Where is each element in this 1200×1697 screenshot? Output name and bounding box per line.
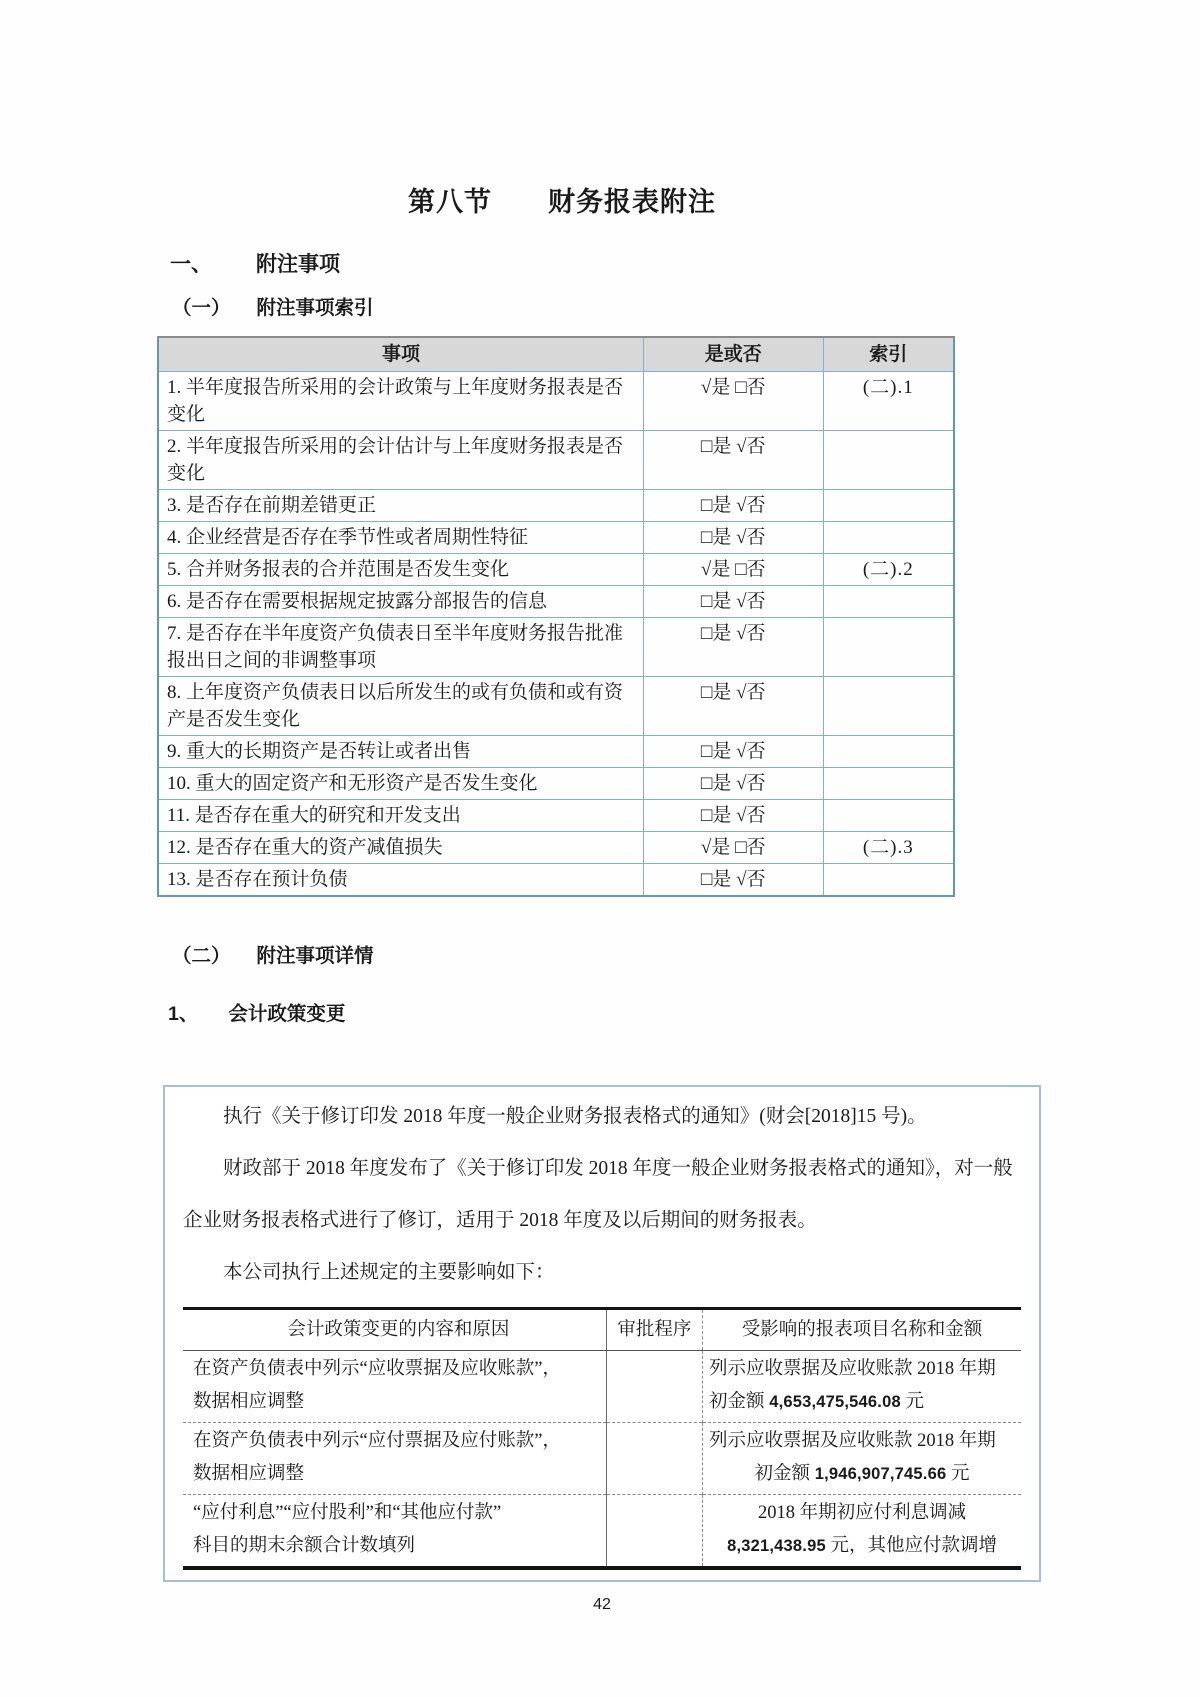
subsection-number: （一） — [172, 297, 231, 319]
policy-table-row — [183, 1351, 1021, 1423]
content-line: 科目的期末余额合计数填列 — [193, 1536, 416, 1556]
item-cell: 8. 上年度资产负债表日以后所发生的或有负债和或有资产是否发生变化 — [158, 677, 643, 736]
table-row — [158, 800, 954, 832]
subsection-title: 附注事项详情 — [256, 945, 374, 967]
header-index: 索引 — [823, 337, 954, 372]
policy-table-row — [183, 1495, 1021, 1569]
item-cell: 11. 是否存在重大的研究和开发支出 — [158, 800, 643, 832]
item-cell: 5. 合并财务报表的合并范围是否发生变化 — [158, 554, 643, 586]
yes-no-cell: √是 □否 — [643, 372, 823, 431]
index-cell — [823, 800, 954, 832]
change-content-cell — [183, 1423, 606, 1495]
approval-cell — [606, 1423, 702, 1495]
impact-line: 2018 年期初应付利息调减 — [757, 1503, 967, 1523]
impact-line: 8,321,438.95 元，其他应付款调增 — [727, 1536, 997, 1556]
index-cell — [823, 618, 954, 677]
yes-no-cell: □是 √否 — [643, 736, 823, 768]
change-content-cell — [183, 1351, 606, 1423]
index-cell: (二).2 — [823, 554, 954, 586]
policy-change-table — [183, 1307, 1021, 1570]
impact-line: 列示应收票据及应收账款 2018 年期 — [709, 1431, 996, 1451]
index-cell — [823, 864, 954, 897]
page-number: 42 — [593, 1596, 611, 1613]
index-cell — [823, 522, 954, 554]
table-row — [158, 768, 954, 800]
item-title: 会计政策变更 — [228, 1003, 346, 1025]
item-cell: 6. 是否存在需要根据规定披露分部报告的信息 — [158, 586, 643, 618]
table-row — [158, 586, 954, 618]
index-cell: (二).3 — [823, 832, 954, 864]
table-row — [158, 736, 954, 768]
item-cell: 13. 是否存在预计负债 — [158, 864, 643, 897]
yes-no-cell: □是 √否 — [643, 800, 823, 832]
index-cell — [823, 677, 954, 736]
index-cell — [823, 736, 954, 768]
header-yes-no: 是或否 — [643, 337, 823, 372]
table-row — [158, 618, 954, 677]
subsection-heading-notes-detail — [172, 945, 1047, 967]
table-row — [158, 677, 954, 736]
approval-cell — [606, 1495, 702, 1569]
item-cell: 7. 是否存在半年度资产负债表日至半年度财务报告批准报出日之间的非调整事项 — [158, 618, 643, 677]
yes-no-cell: □是 √否 — [643, 768, 823, 800]
item-cell: 1. 半年度报告所采用的会计政策与上年度财务报表是否变化 — [158, 372, 643, 431]
policy-table-header-row — [183, 1309, 1021, 1351]
impact-line: 列示应收票据及应收账款 2018 年期 — [709, 1359, 996, 1379]
item-cell: 10. 重大的固定资产和无形资产是否发生变化 — [158, 768, 643, 800]
yes-no-cell: □是 √否 — [643, 677, 823, 736]
policy-table-row — [183, 1423, 1021, 1495]
section-title: 附注事项 — [256, 253, 340, 276]
notes-index-table — [157, 336, 955, 897]
yes-no-cell: □是 √否 — [643, 522, 823, 554]
item-cell: 2. 半年度报告所采用的会计估计与上年度财务报表是否变化 — [158, 431, 643, 490]
table-row — [158, 490, 954, 522]
header-approval: 审批程序 — [606, 1309, 702, 1351]
yes-no-cell: □是 √否 — [643, 618, 823, 677]
impact-cell — [703, 1495, 1021, 1569]
paragraph: 财政部于 2018 年度发布了《关于修订印发 2018 年度一般企业财务报表格式的通知》，对一般企业财务报表格式进行了修订，适用于 2018 年度及以后期间的财务报表。 — [183, 1158, 1013, 1231]
amount-value: 4,653,475,546.08 — [769, 1393, 901, 1411]
content-line: 在资产负债表中列示“应付票据及应付账款”， — [193, 1431, 561, 1451]
item-cell: 12. 是否存在重大的资产减值损失 — [158, 832, 643, 864]
page-title: 第八节 财务报表附注 — [408, 187, 716, 217]
item-number: 1、 — [168, 1003, 199, 1025]
yes-no-cell: □是 √否 — [643, 431, 823, 490]
index-cell: (二).1 — [823, 372, 954, 431]
yes-no-cell: □是 √否 — [643, 586, 823, 618]
impact-cell — [703, 1351, 1021, 1423]
table-row — [158, 554, 954, 586]
yes-no-cell: □是 √否 — [643, 490, 823, 522]
content-line: 在资产负债表中列示“应收票据及应收账款”， — [193, 1359, 561, 1379]
item-heading-policy-change — [168, 1003, 1047, 1025]
table-row — [158, 431, 954, 490]
section-number: 一、 — [170, 253, 212, 276]
yes-no-cell: □是 √否 — [643, 864, 823, 897]
index-cell — [823, 431, 954, 490]
content-line: 数据相应调整 — [193, 1392, 305, 1412]
content-line: 数据相应调整 — [193, 1464, 305, 1484]
table-row — [158, 372, 954, 431]
impact-cell — [703, 1423, 1021, 1495]
table-row — [158, 832, 954, 864]
index-cell — [823, 768, 954, 800]
content-line: “应付利息”“应付股利”和“其他应付款” — [193, 1503, 502, 1523]
impact-line: 初金额 1,946,907,745.66 元 — [754, 1464, 970, 1484]
approval-cell — [606, 1351, 702, 1423]
amount-value: 1,946,907,745.66 — [814, 1465, 947, 1483]
table-row — [158, 522, 954, 554]
change-content-cell — [183, 1495, 606, 1569]
yes-no-cell: √是 □否 — [643, 832, 823, 864]
header-impact: 受影响的报表项目名称和金额 — [703, 1309, 1021, 1351]
header-item: 事项 — [158, 337, 643, 372]
header-change-content: 会计政策变更的内容和原因 — [183, 1309, 606, 1351]
index-cell — [823, 490, 954, 522]
amount-value: 8,321,438.95 — [727, 1537, 826, 1555]
subsection-title: 附注事项索引 — [256, 297, 374, 319]
item-cell: 3. 是否存在前期差错更正 — [158, 490, 643, 522]
impact-line: 初金额 4,653,475,546.08 元 — [709, 1392, 924, 1412]
index-cell — [823, 586, 954, 618]
subsection-number: （二） — [172, 945, 231, 967]
subsection-heading-notes-index — [172, 297, 1047, 319]
item-cell: 4. 企业经营是否存在季节性或者周期性特征 — [158, 522, 643, 554]
index-table-header-row — [158, 337, 954, 372]
page-content — [157, 0, 1047, 1614]
table-row — [158, 864, 954, 897]
paragraph: 本公司执行上述规定的主要影响如下： — [222, 1262, 555, 1283]
yes-no-cell: √是 □否 — [643, 554, 823, 586]
section-heading-notes — [170, 253, 1047, 277]
paragraph: 执行《关于修订印发 2018 年度一般企业财务报表格式的通知》(财会[2018]15 号)。 — [222, 1106, 927, 1127]
item-cell: 9. 重大的长期资产是否转让或者出售 — [158, 736, 643, 768]
policy-change-detail-box — [163, 1085, 1041, 1582]
